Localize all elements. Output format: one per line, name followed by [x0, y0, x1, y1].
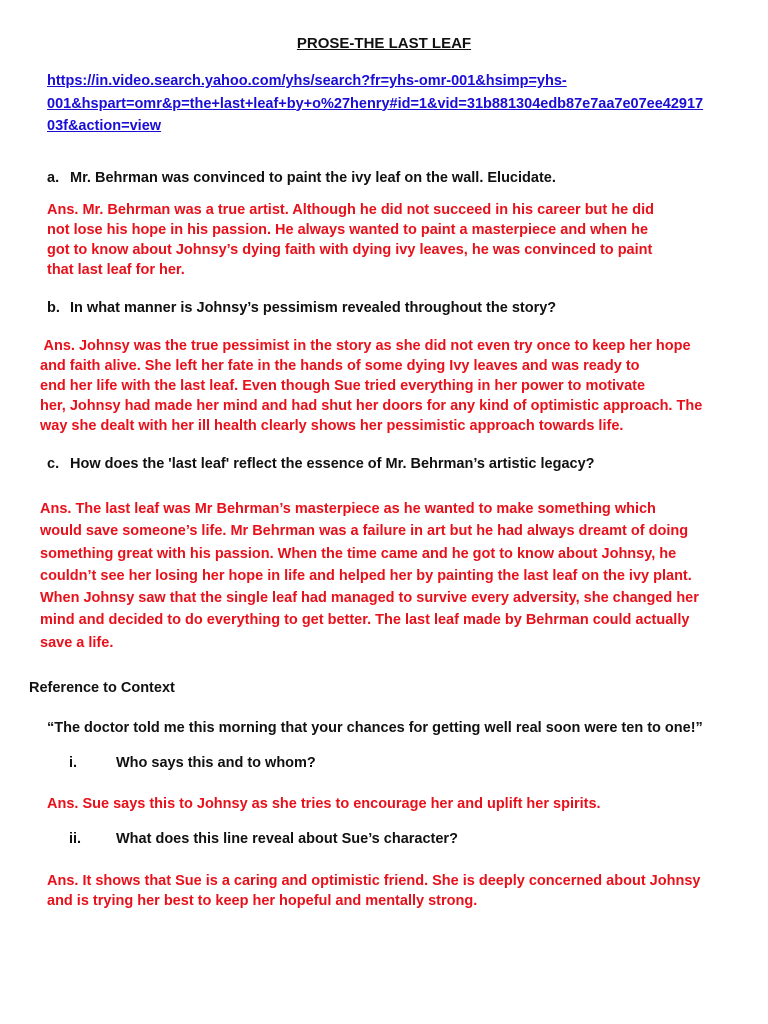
answer-b — [40, 336, 740, 436]
rtc-answer-ii — [47, 871, 747, 911]
question-a — [47, 168, 556, 188]
question-c — [47, 454, 595, 474]
answer-line: When Johnsy saw that the single leaf had managed to survive every adversity, she changed her — [40, 590, 699, 607]
rtc-answer-i — [47, 794, 747, 814]
answer-a — [47, 200, 747, 280]
video-link[interactable] — [47, 70, 727, 138]
rtc-quote: “The doctor told me this morning that your chances for getting well real soon were ten to one!” — [47, 720, 703, 736]
question-marker: c. — [47, 456, 60, 472]
link-line: 001&hspart=omr&p=the+last+leaf+by+o%27henry#id=1&vid=31b881304edb87e7aa7e07ee42917 — [47, 95, 704, 112]
page-title: PROSE-THE LAST LEAF — [296, 35, 472, 52]
answer-line: Ans. Mr. Behrman was a true artist. Although he did not succeed in his career but he did — [47, 202, 654, 218]
answer-line: and is trying her best to keep her hopeful and mentally strong. — [47, 893, 478, 909]
answer-c — [40, 498, 740, 654]
answer-line: something great with his passion. When the time came and he got to know about Johnsy, he — [40, 545, 677, 562]
answer-line: would save someone’s life. Mr Behrman was a failure in art but he had always dreamt of doing — [40, 523, 689, 540]
rtc-question-ii — [69, 831, 458, 847]
answer-line: Ans. Johnsy was the true pessimist in the story as she did not even try once to keep her hope — [40, 338, 691, 354]
answer-line: Ans. It shows that Sue is a caring and optimistic friend. She is deeply concerned about Johnsy — [47, 873, 701, 889]
question-marker: ii. — [69, 831, 82, 847]
answer-line: save a life. — [40, 634, 114, 651]
answer-line: and faith alive. She left her fate in the hands of some dying Ivy leaves and was ready to — [40, 358, 640, 374]
answer-line: Ans. The last leaf was Mr Behrman’s masterpiece as he wanted to make something which — [40, 501, 656, 517]
question-text: In what manner is Johnsy’s pessimism revealed throughout the story? — [70, 300, 557, 316]
answer-line: not lose his hope in his passion. He always wanted to paint a masterpiece and when he — [47, 222, 649, 238]
answer-line: got to know about Johnsy’s dying faith with dying ivy leaves, he was convinced to paint — [47, 242, 653, 258]
question-text: Mr. Behrman was convinced to paint the ivy leaf on the wall. Elucidate. — [70, 170, 556, 186]
question-text: Who says this and to whom? — [116, 755, 316, 771]
answer-line: couldn’t see her losing her hope in life and helped her by painting the last leaf on the ivy plant. — [40, 567, 692, 584]
answer-line: mind and decided to do everything to get better. The last leaf made by Behrman could actually — [40, 612, 690, 629]
answer-line: end her life with the last leaf. Even though Sue tried everything in her power to motivate — [40, 378, 646, 394]
question-text: What does this line reveal about Sue’s character? — [116, 831, 458, 847]
question-marker: b. — [47, 300, 60, 316]
rtc-heading: Reference to Context — [29, 680, 175, 696]
answer-line: her, Johnsy had made her mind and had shut her doors for any kind of optimistic approach. The — [40, 398, 703, 414]
link-line: https://in.video.search.yahoo.com/yhs/search?fr=yhs-omr-001&hsimp=yhs- — [47, 73, 567, 89]
question-text: How does the 'last leaf' reflect the essence of Mr. Behrman’s artistic legacy? — [70, 456, 595, 472]
answer-line: way she dealt with her ill health clearly shows her pessimistic approach towards life. — [40, 418, 624, 434]
question-marker: a. — [47, 170, 60, 186]
rtc-question-i — [69, 755, 316, 771]
answer-line: that last leaf for her. — [47, 262, 185, 278]
question-b — [47, 298, 556, 318]
link-line: 03f&action=view — [47, 118, 162, 134]
answer-line: Ans. Sue says this to Johnsy as she tries to encourage her and uplift her spirits. — [47, 796, 601, 812]
question-marker: i. — [69, 755, 78, 771]
